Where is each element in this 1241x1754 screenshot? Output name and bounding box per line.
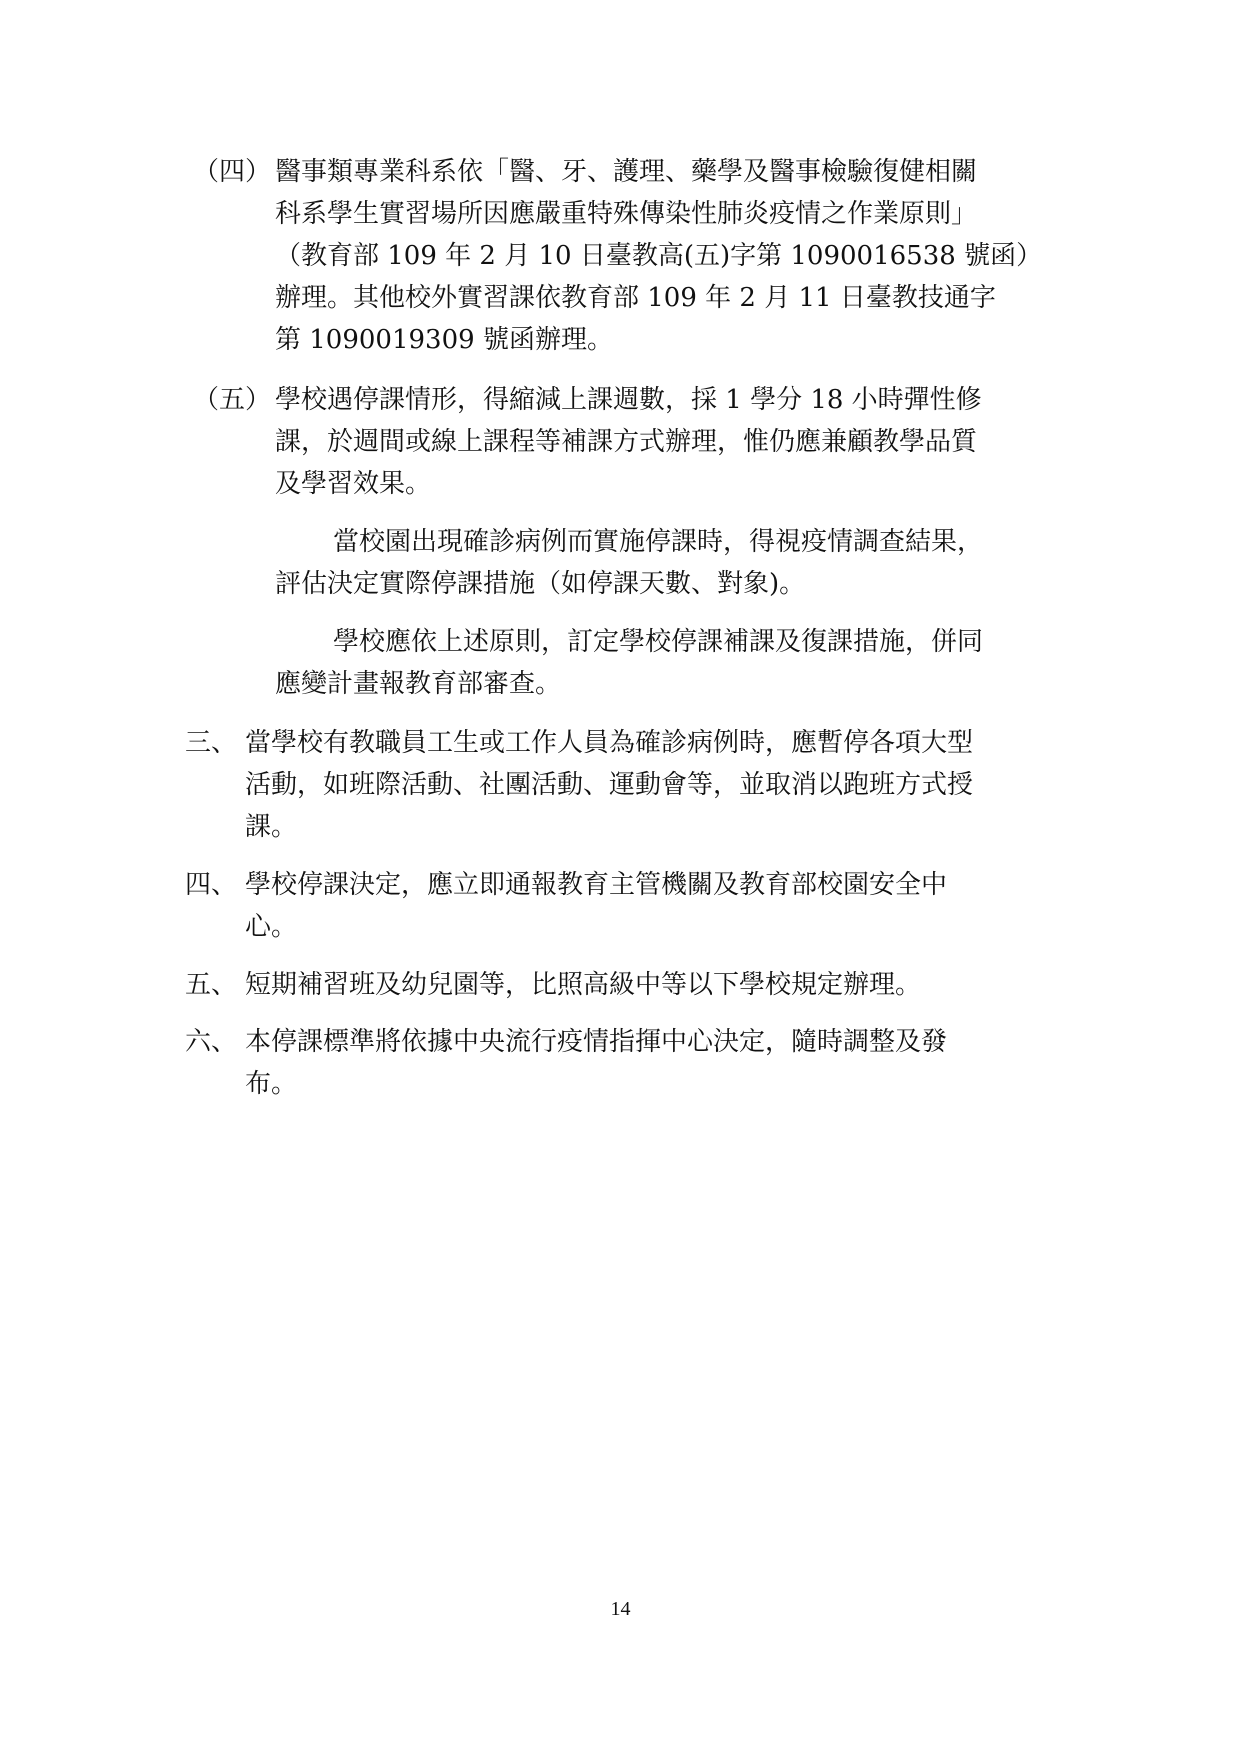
text-line: 學校應依上述原則，訂定學校停課補課及復課措施，併同 xyxy=(333,627,984,657)
text-line-content: 科系學生實習場所因應嚴重特殊傳染性肺炎疫情之作業原則」 xyxy=(275,199,978,229)
text-line: 學校遇停課情形，得縮減上課週數，採 1 學分 18 小時彈性修 xyxy=(275,385,982,415)
text-line-content: 醫事類專業科系依「醫、牙、護理、藥學及醫事檢驗復健相關 xyxy=(275,157,978,187)
text-line: 學校停課決定，應立即通報教育主管機關及教育部校園安全中 xyxy=(245,870,948,900)
text-line xyxy=(275,241,1045,271)
subitem-label: （四） xyxy=(193,157,272,187)
subitem-label: （五） xyxy=(193,385,272,415)
text-line: 本停課標準將依據中央流行疫情指揮中心決定，隨時調整及發 xyxy=(245,1027,948,1057)
text-line: 心。 xyxy=(245,912,298,942)
item-label: 五、 xyxy=(185,970,238,1000)
text-line: 課，於週間或線上課程等補課方式辦理，惟仍應兼顧教學品質 xyxy=(275,427,978,457)
page-number: 14 xyxy=(610,1598,631,1620)
text-line xyxy=(275,199,1045,229)
text-line: 活動，如班際活動、社團活動、運動會等，並取消以跑班方式授 xyxy=(245,770,974,800)
text-line-content: 辦理。其他校外實習課依教育部 109 年 2 月 11 日臺教技通字 xyxy=(275,283,996,313)
item-label: 四、 xyxy=(185,870,238,900)
text-line: 當校園出現確診病例而實施停課時，得視疫情調查結果， xyxy=(333,527,984,557)
text-line: 及學習效果。 xyxy=(275,469,432,499)
text-line: 當學校有教職員工生或工作人員為確診病例時，應暫停各項大型 xyxy=(245,728,974,758)
text-line: 布。 xyxy=(245,1069,298,1099)
text-line: 課。 xyxy=(245,812,298,842)
text-line: 應變計畫報教育部審查。 xyxy=(275,669,562,699)
text-line xyxy=(275,283,1045,313)
text-line-content: （教育部 109 年 2 月 10 日臺教高(五)字第 1090016538 號函） xyxy=(275,241,1043,271)
text-line xyxy=(275,157,1045,187)
item-label: 三、 xyxy=(185,728,238,758)
text-line: 第 1090019309 號函辦理。 xyxy=(275,325,613,355)
text-line: 短期補習班及幼兒園等，比照高級中等以下學校規定辦理。 xyxy=(245,970,922,1000)
item-label: 六、 xyxy=(185,1027,238,1057)
text-line: 評估決定實際停課措施（如停課天數、對象)。 xyxy=(275,569,806,599)
